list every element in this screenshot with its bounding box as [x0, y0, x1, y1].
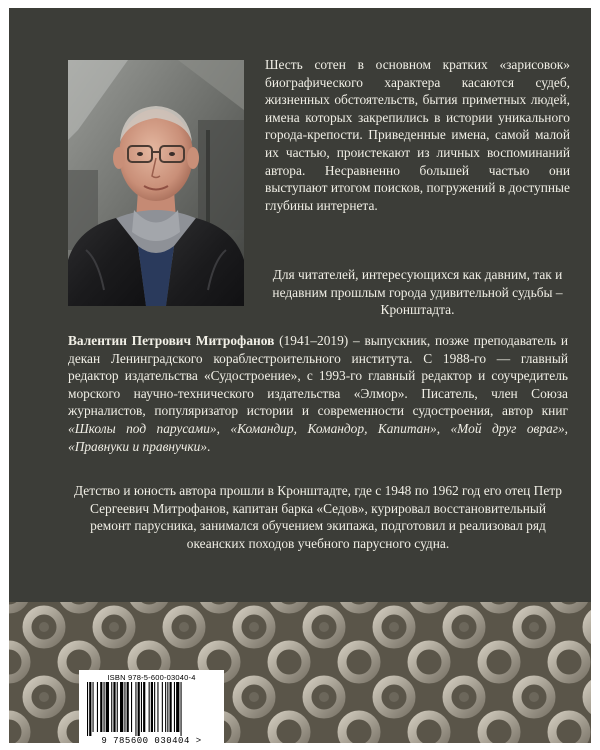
author-name: Валентин Петрович Митрофанов: [68, 333, 275, 348]
barcode-bar: [157, 682, 158, 732]
barcode-bar: [100, 682, 102, 732]
isbn-number: ISBN 978-5-600-03040-4: [107, 673, 196, 682]
barcode-bar: [174, 682, 175, 732]
text-panel: [9, 8, 591, 602]
book-title-3: «Мой друг овраг»: [450, 420, 565, 436]
barcode-bar: [167, 682, 168, 732]
barcode-bar: [117, 682, 118, 732]
isbn-barcode-label: [79, 670, 224, 743]
barcode-bar: [93, 682, 94, 732]
book-title-1: «Школы под парусами»: [68, 420, 217, 436]
book-separator: ,: [216, 420, 231, 436]
author-bio-paragraph: [68, 332, 568, 455]
barcode-bar: [181, 682, 182, 736]
barcode-bar: [154, 682, 155, 732]
book-back-cover: [9, 8, 591, 743]
author-years: (1941–2019): [279, 333, 349, 348]
barcode-bar: [162, 682, 163, 732]
book-separator: ,: [564, 420, 568, 436]
youth-paragraph: Детство и юность автора прошли в Кронштадте, где с 1948 по 1962 год его отец Петр Сергеевич Митрофанов, капитан барка «Седов», курировал восстановительный ремонт парусника, занимался обучением экипажа, подготовил и реализовал ряд океанских походов учебного парусного судна.: [74, 483, 562, 551]
barcode-bar: [176, 682, 179, 732]
book-title-4: «Правнуки и правнучки»: [68, 438, 208, 454]
barcode-bar: [111, 682, 112, 732]
barcode-bar: [165, 682, 166, 732]
barcode-bar: [104, 682, 105, 732]
barcode-bar: [143, 682, 145, 732]
barcode-bar: [124, 682, 125, 732]
barcode-bar: [97, 682, 98, 732]
barcode-digits: 9 785600 030404 >: [101, 736, 202, 743]
barcode-icon: [87, 682, 216, 736]
barcode-bar: [87, 682, 88, 736]
barcode-bar: [106, 682, 109, 732]
book-title-2: «Командир, Командор, Капитан»: [230, 420, 437, 436]
barcode-bar: [135, 682, 136, 736]
barcode-bar: [151, 682, 153, 732]
book-separator: ,: [436, 420, 451, 436]
author-portrait-illustration: [68, 60, 244, 306]
author-photo: [68, 60, 244, 306]
barcode-bar: [127, 682, 129, 732]
barcode-bar: [170, 682, 172, 732]
barcode-bar: [113, 682, 115, 732]
barcode-bar: [141, 682, 142, 732]
barcode-bar: [149, 682, 150, 732]
intro-paragraph: Шесть сотен в основном кратких «зарисовок» биографического характера касаются судеб, жизненных обстоятельств, бытия приметных людей, имена которых закрепились в истории уникального города-крепости. Приведенные имена, самой малой их частью, проистекают из личных воспоминаний автора. Несравненно большей частью они выступают итогом поисков, погружений в доступные глубины интернета.: [265, 57, 570, 213]
barcode-bar: [131, 682, 132, 732]
barcode-bar: [89, 682, 91, 736]
barcode-bar: [138, 682, 140, 736]
bio-end: .: [207, 438, 211, 454]
readers-paragraph: Для читателей, интересующихся как давним, так и недавним прошлым города удивительной судьбы – Кронштадта.: [272, 267, 563, 318]
barcode-bar: [120, 682, 123, 732]
bio-text: – выпускник, позже преподаватель и декан Ленинградского кораблестроительного института. С 1988-го — главный редактор издательства «Судостроение», с 1993-го главный редактор и соучредитель морского научно-технического издательства «Элмор». Писатель, член Союза журналистов, популяризатор истории и современности судостроения, автор книг: [68, 333, 568, 419]
